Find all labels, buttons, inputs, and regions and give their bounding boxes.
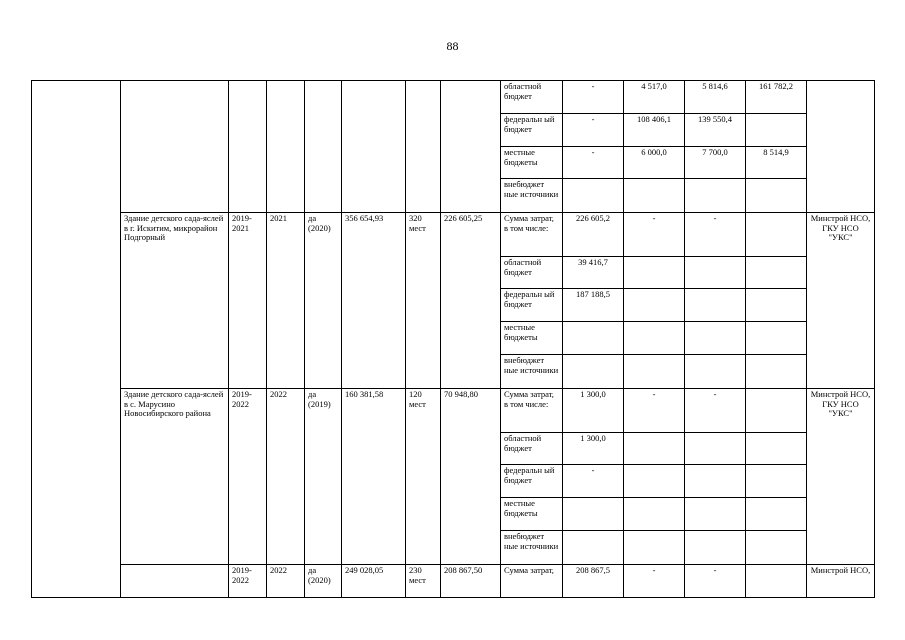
source-value: 161 782,2 (746, 81, 807, 114)
table-row (32, 213, 875, 257)
customer-cell: Минстрой НСО, ГКУ НСО "УКС" (807, 213, 875, 389)
capacity-cell (406, 81, 441, 213)
period-cell: 2019-2022 (229, 565, 267, 598)
investment-table (31, 80, 875, 598)
source-name: Сумма затрат, (501, 565, 563, 598)
source-value: - (624, 565, 685, 598)
source-name: областной бюджет (501, 433, 563, 465)
source-value (746, 389, 807, 433)
object-name-cell (121, 81, 229, 213)
source-value: - (624, 389, 685, 433)
remaining-cost-cell: 70 948,80 (441, 389, 501, 565)
source-name: федеральн ый бюджет (501, 465, 563, 498)
source-value (563, 322, 624, 355)
source-value (563, 179, 624, 213)
customer-cell: Минстрой НСО, ГКУ НСО "УКС" (807, 389, 875, 565)
finish-year-cell: 2021 (267, 213, 305, 389)
source-value: 4 517,0 (624, 81, 685, 114)
source-name: областной бюджет (501, 81, 563, 114)
finish-year-cell (267, 81, 305, 213)
source-value (746, 565, 807, 598)
source-value: 1 300,0 (563, 433, 624, 465)
source-name: Сумма затрат, в том числе: (501, 213, 563, 257)
source-value: - (685, 213, 746, 257)
source-value: - (563, 81, 624, 114)
source-name: местные бюджеты (501, 322, 563, 355)
source-value: 139 550,4 (685, 114, 746, 147)
source-value (746, 179, 807, 213)
source-value: 108 406,1 (624, 114, 685, 147)
remaining-cost-cell: 226 605,25 (441, 213, 501, 389)
source-name: внебюджет ные источники (501, 355, 563, 389)
source-value: 187 188,5 (563, 289, 624, 322)
source-name: местные бюджеты (501, 498, 563, 531)
source-value: 208 867,5 (563, 565, 624, 598)
finish-year-cell: 2022 (267, 389, 305, 565)
table-row (32, 81, 875, 114)
source-name: федеральн ый бюджет (501, 289, 563, 322)
design-doc-cell: да (2020) (305, 213, 342, 389)
remaining-cost-cell (441, 81, 501, 213)
period-cell: 2019-2022 (229, 389, 267, 565)
source-value (563, 355, 624, 389)
finish-year-cell: 2022 (267, 565, 305, 598)
source-name: внебюджет ные источники (501, 179, 563, 213)
capacity-cell: 120 мест (406, 389, 441, 565)
source-name: внебюджет ные источники (501, 531, 563, 565)
object-name-cell: Здание детского сада-яслей в г. Искитим, микрорайон Подгорный (121, 213, 229, 389)
cost-cell: 249 028,05 (342, 565, 406, 598)
source-name: Сумма затрат, в том числе: (501, 389, 563, 433)
capacity-cell: 320 мест (406, 213, 441, 389)
customer-cell: Минстрой НСО, (807, 565, 875, 598)
source-value: - (624, 213, 685, 257)
source-name: местные бюджеты (501, 147, 563, 179)
cost-cell: 160 381,58 (342, 389, 406, 565)
period-cell (229, 81, 267, 213)
object-name-cell: Здание детского сада-яслей в с. Марусино Новосибирского района (121, 389, 229, 565)
design-doc-cell: да (2019) (305, 389, 342, 565)
source-value: 7 700,0 (685, 147, 746, 179)
source-value (563, 531, 624, 565)
source-value: 6 000,0 (624, 147, 685, 179)
source-value: 1 300,0 (563, 389, 624, 433)
design-doc-cell (305, 81, 342, 213)
table-row (32, 389, 875, 433)
customer-cell (807, 81, 875, 213)
source-name: федеральн ый бюджет (501, 114, 563, 147)
remaining-cost-cell: 208 867,50 (441, 565, 501, 598)
page-number: 88 (446, 39, 459, 53)
source-value: - (685, 565, 746, 598)
table-row (32, 565, 875, 598)
source-value: 39 416,7 (563, 257, 624, 289)
design-doc-cell: да (2020) (305, 565, 342, 598)
source-value: - (563, 114, 624, 147)
object-name-cell (121, 565, 229, 598)
source-value: - (563, 465, 624, 498)
capacity-cell: 230 мест (406, 565, 441, 598)
source-value (563, 498, 624, 531)
source-name: областной бюджет (501, 257, 563, 289)
cost-cell: 356 654,93 (342, 213, 406, 389)
source-value: 8 514,9 (746, 147, 807, 179)
source-value: 5 814,6 (685, 81, 746, 114)
source-value (746, 213, 807, 257)
source-value (624, 179, 685, 213)
source-value (746, 114, 807, 147)
source-value: - (563, 147, 624, 179)
source-value: - (685, 389, 746, 433)
period-cell: 2019-2021 (229, 213, 267, 389)
source-value: 226 605,2 (563, 213, 624, 257)
section-cell (32, 81, 121, 598)
cost-cell (342, 81, 406, 213)
source-value (685, 179, 746, 213)
